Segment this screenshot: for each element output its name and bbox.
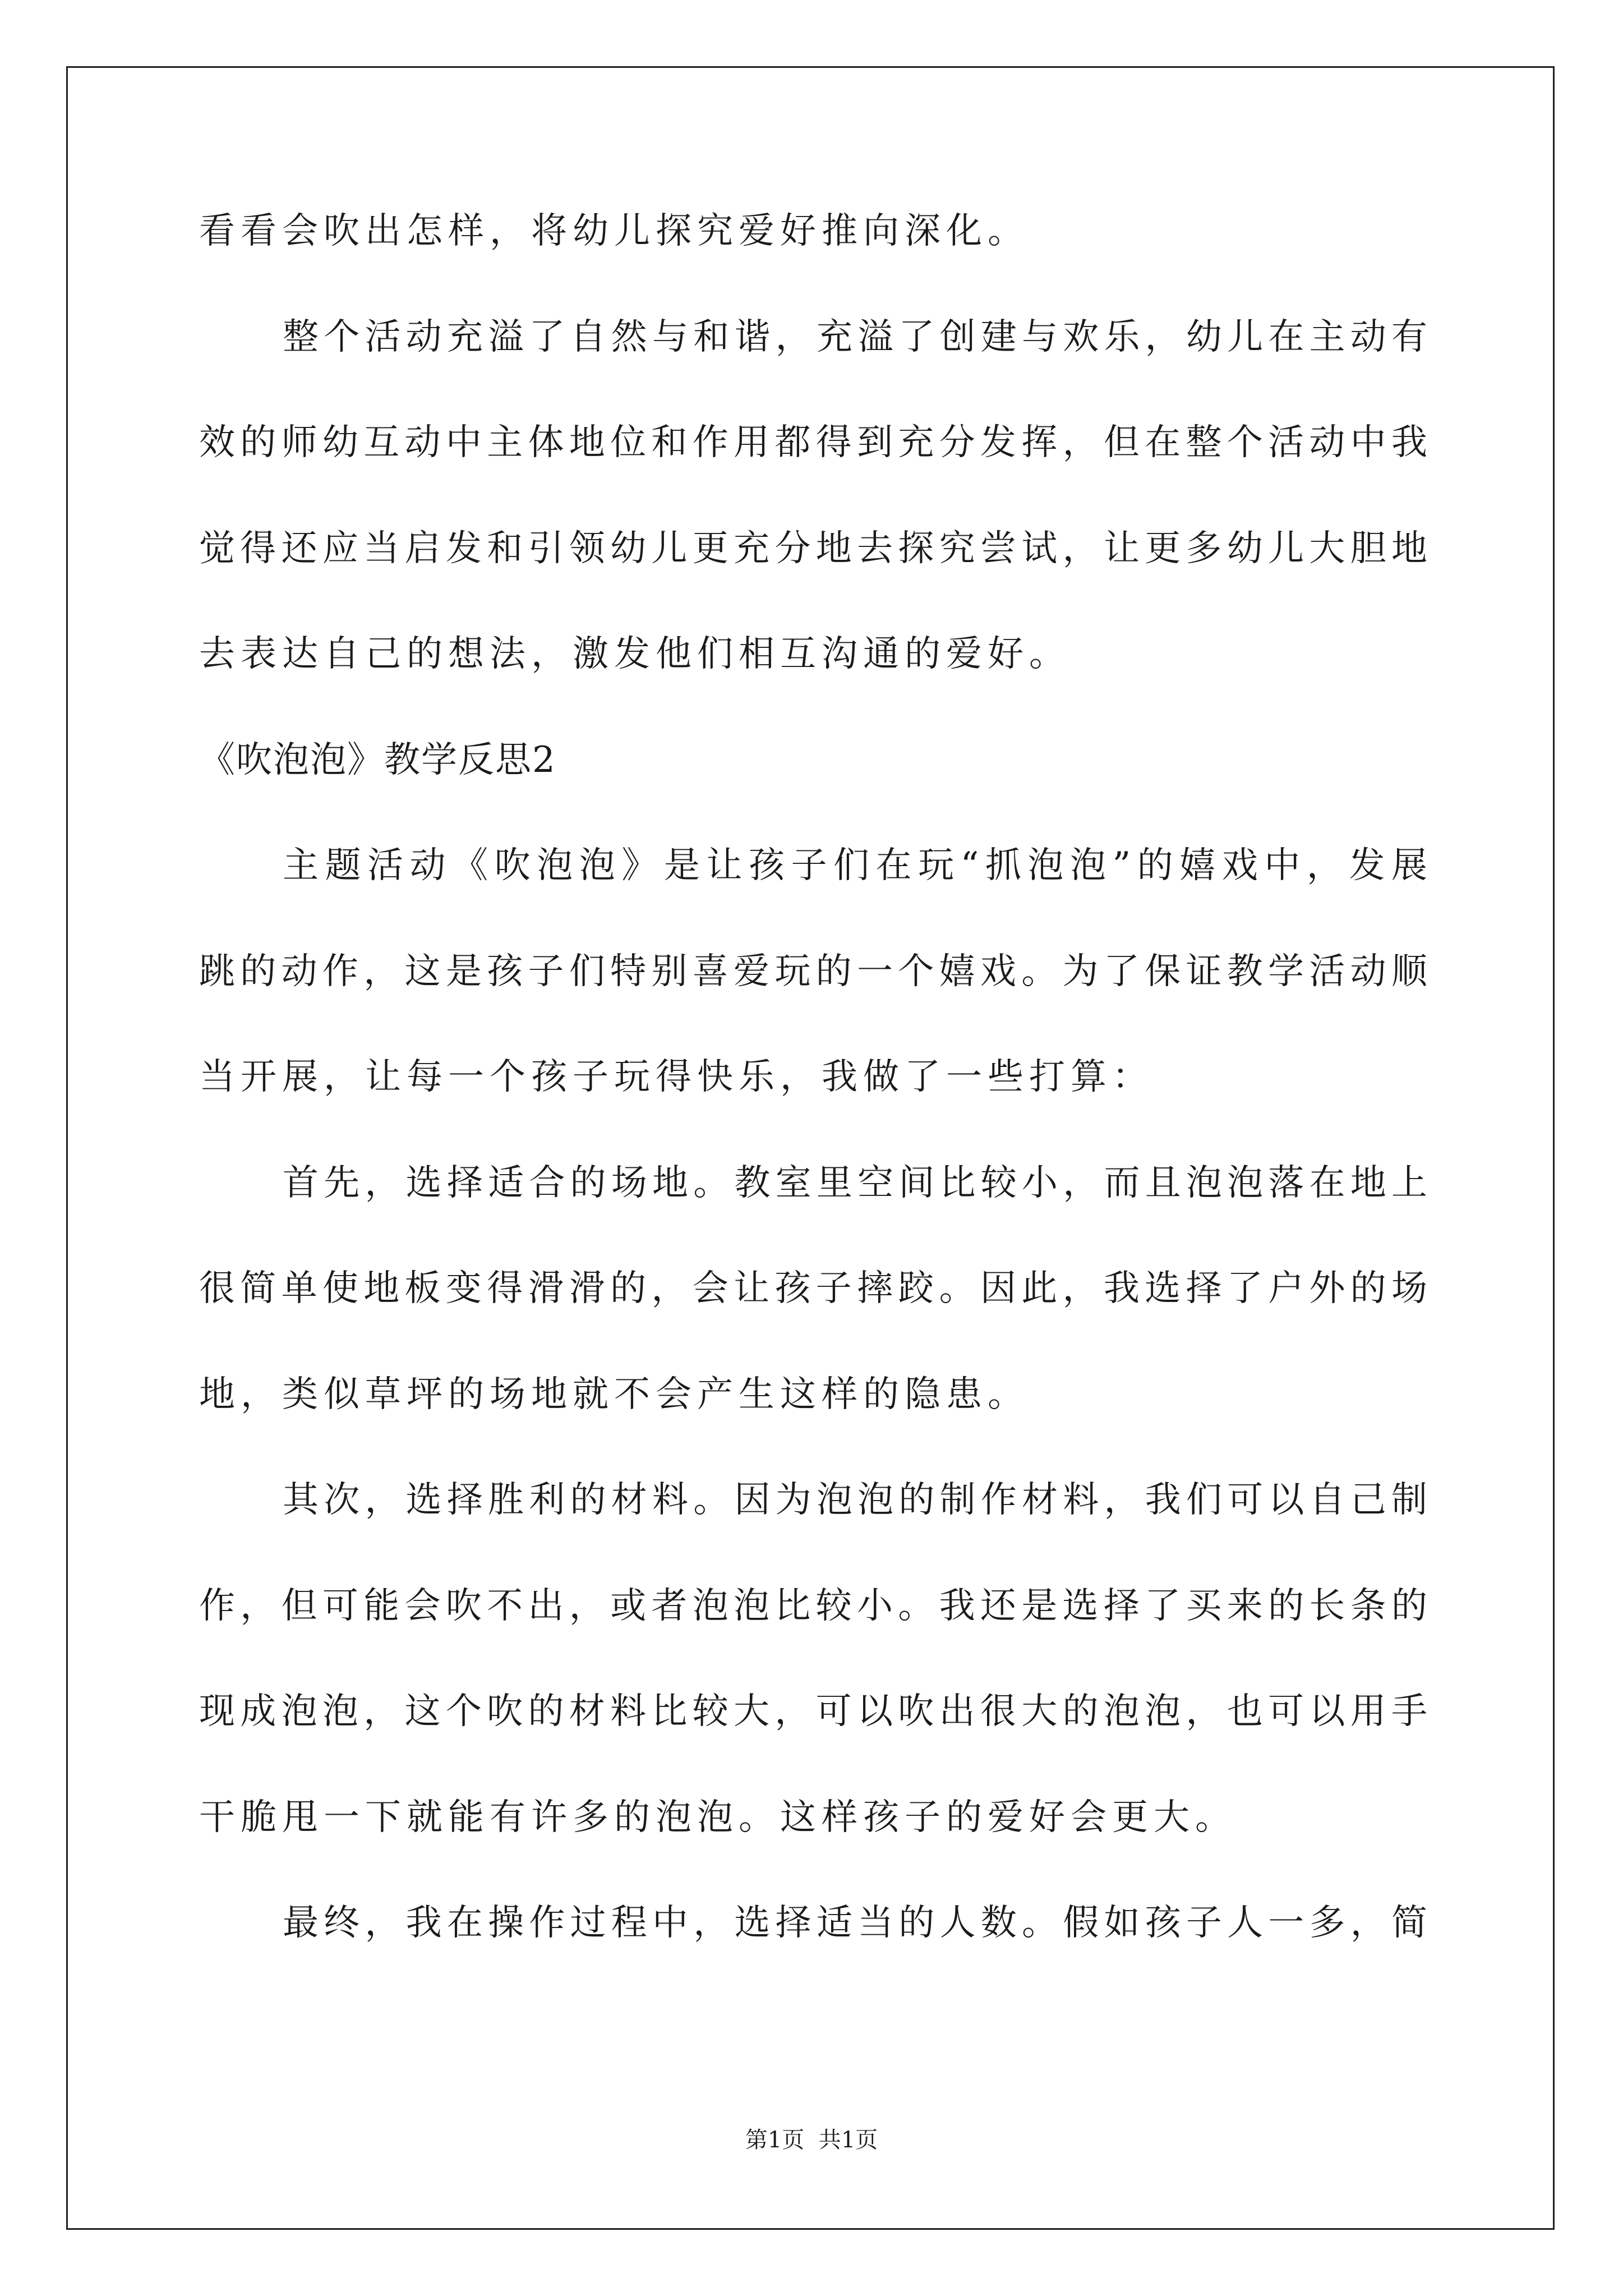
text-line: 觉得还应当启发和引领幼儿更充分地去探究尝试，让更多幼儿大胆地 (199, 527, 1427, 569)
section-heading: 《吹泡泡》教学反思2 (199, 739, 556, 781)
text-line: 其次，选择胜利的材料。因为泡泡的制作材料，我们可以自己制 (283, 1479, 1427, 1521)
text-line: 最终，我在操作过程中，选择适当的人数。假如孩子人一多，简 (283, 1902, 1427, 1944)
text-line: 主题活动《吹泡泡》是让孩子们在玩“抓泡泡”的嬉戏中，发展 (283, 845, 1427, 886)
text-line: 很简单使地板变得滑滑的，会让孩子摔跤。因此，我选择了户外的场 (199, 1268, 1427, 1309)
text-line: 首先，选择适合的场地。教室里空间比较小，而且泡泡落在地上 (283, 1162, 1427, 1204)
text-line: 干脆甩一下就能有许多的泡泡。这样孩子的爱好会更大。 (199, 1796, 1237, 1838)
text-line: 去表达自己的想法，激发他们相互沟通的爱好。 (199, 633, 1071, 675)
text-line: 现成泡泡，这个吹的材料比较大，可以吹出很大的泡泡，也可以用手 (199, 1691, 1427, 1732)
page-footer: 第1页 共1页 (745, 2127, 878, 2153)
text-line: 当开展，让每一个孩子玩得快乐，我做了一些打算： (199, 1056, 1154, 1098)
text-line: 看看会吹出怎样，将幼儿探究爱好推向深化。 (199, 210, 1029, 252)
text-line: 跳的动作，这是孩子们特别喜爱玩的一个嬉戏。为了保证教学活动顺 (199, 950, 1427, 992)
text-line: 地，类似草坪的场地就不会产生这样的隐患。 (199, 1373, 1029, 1415)
text-line: 整个活动充溢了自然与和谐，充溢了创建与欢乐，幼儿在主动有 (283, 316, 1427, 358)
document-body (199, 210, 1427, 2011)
text-line: 作，但可能会吹不出，或者泡泡比较小。我还是选择了买来的长条的 (199, 1585, 1427, 1627)
text-line: 效的师幼互动中主体地位和作用都得到充分发挥，但在整个活动中我 (199, 422, 1427, 463)
